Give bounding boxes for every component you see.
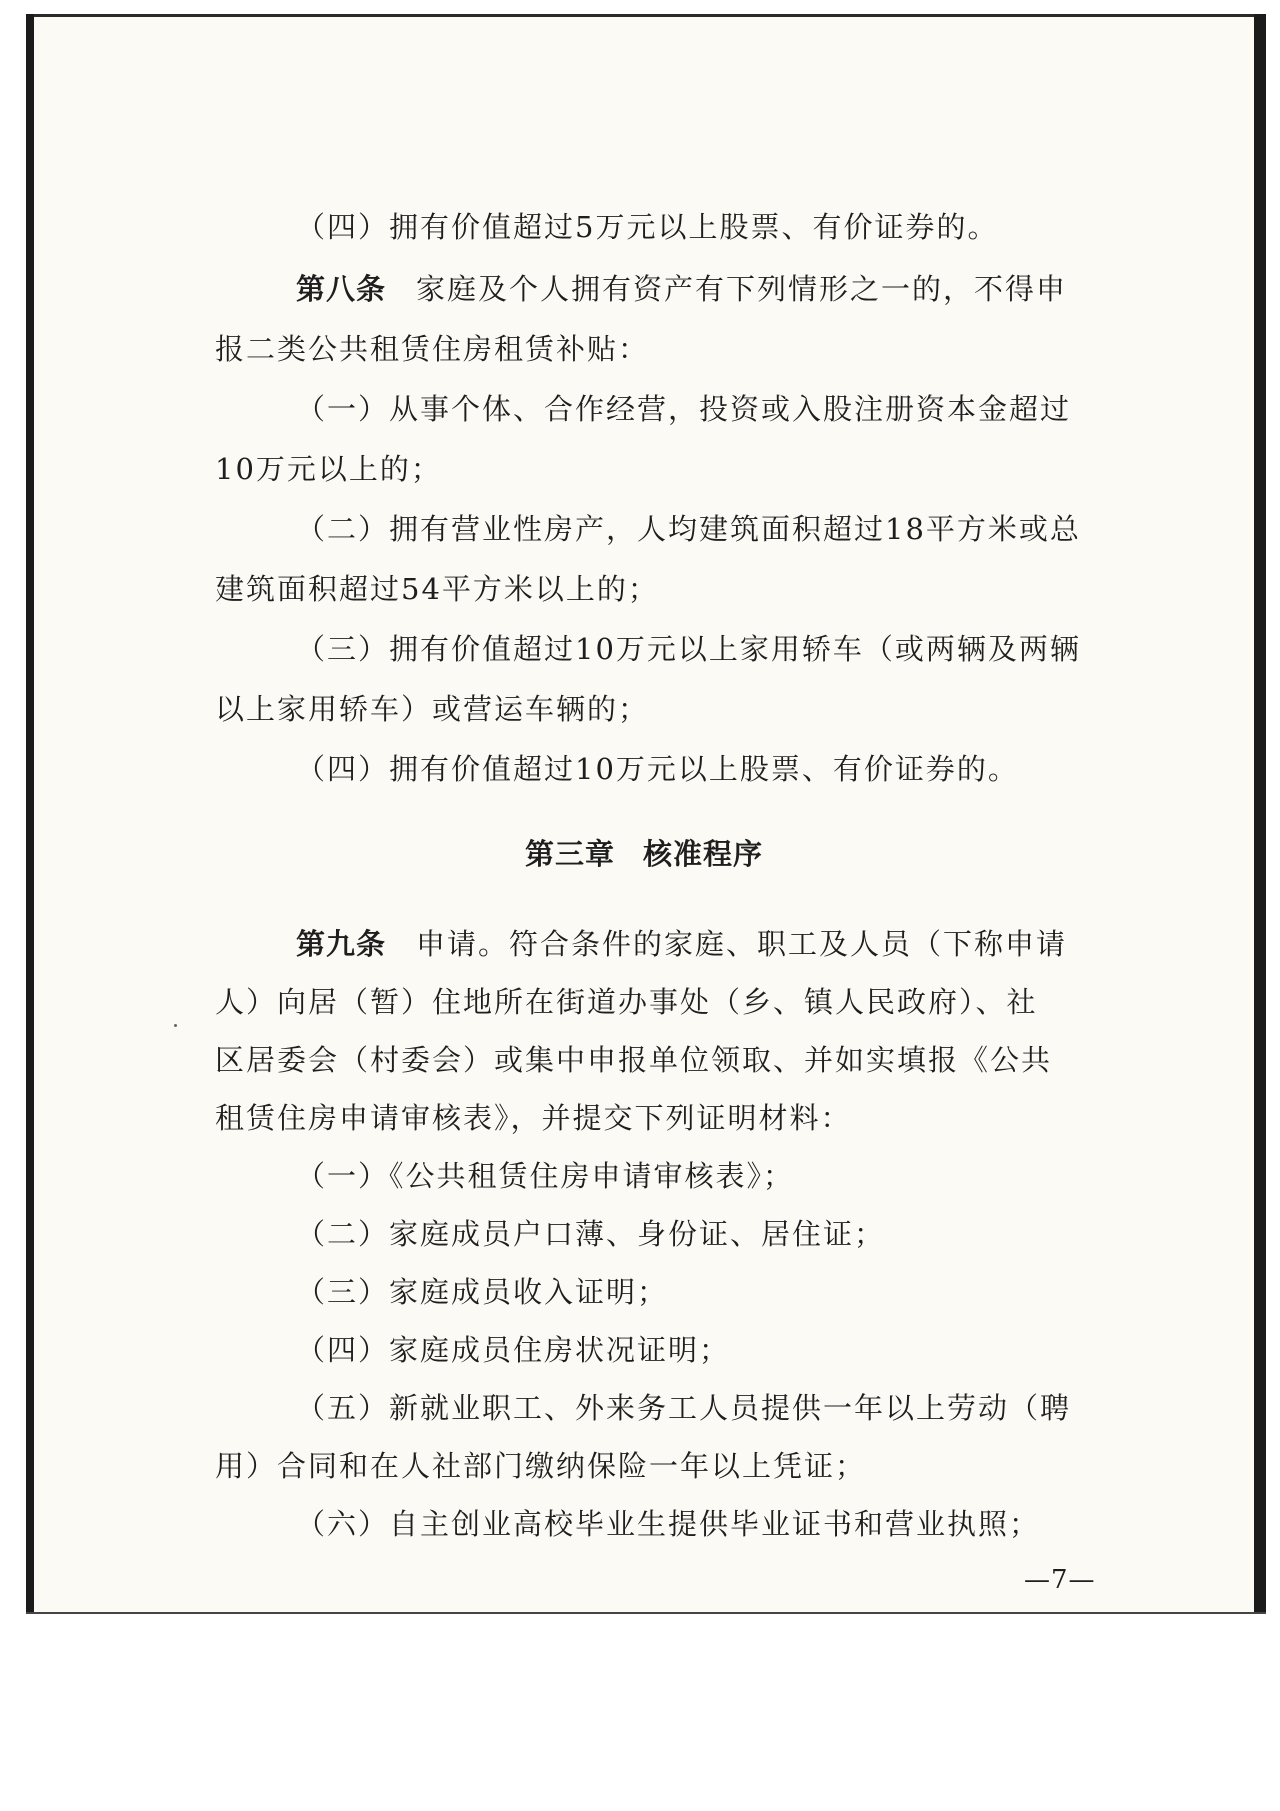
text-line: （五）新就业职工、外来务工人员提供一年以上劳动（聘 (296, 1391, 1072, 1425)
text-line: （一）从事个体、合作经营，投资或入股注册资本金超过 (296, 392, 1072, 426)
text-line: 区居委会（村委会）或集中申报单位领取、并如实填报《公共 (215, 1043, 1053, 1077)
text-line: （四）拥有价值超过10万元以上股票、有价证券的。 (296, 752, 1019, 786)
text-line: 申请。符合条件的家庭、职工及人员（下称申请 (416, 927, 1068, 961)
scan-border-bottom (26, 1612, 1266, 1614)
text-line: （二）家庭成员户口薄、身份证、居住证； (296, 1217, 886, 1251)
text-line: 租赁住房申请审核表》，并提交下列证明材料： (215, 1101, 852, 1135)
text-line: （六）自主创业高校毕业生提供毕业证书和营业执照； (296, 1507, 1041, 1541)
scan-speck (174, 1024, 177, 1027)
document-page (34, 17, 1254, 1612)
article-8-line (296, 267, 1067, 308)
text-line: 人）向居（暂）住地所在街道办事处（乡、镇人民政府）、社 (215, 985, 1038, 1019)
text-line: 用）合同和在人社部门缴纳保险一年以上凭证； (215, 1449, 867, 1483)
chapter-title: 核准程序 (643, 837, 764, 871)
scan-border-left (26, 14, 34, 1614)
text-line: （二）拥有营业性房产，人均建筑面积超过18平方米或总 (296, 512, 1081, 546)
text-line: （四）家庭成员住房状况证明； (296, 1333, 731, 1367)
text-line: （一）《公共租赁住房申请审核表》； (296, 1159, 795, 1193)
text-line: 建筑面积超过54平方米以上的； (215, 572, 659, 606)
page-number: —7— (1024, 1565, 1096, 1595)
text-line: （四）拥有价值超过5万元以上股票、有价证券的。 (296, 210, 999, 244)
text-line: 10万元以上的； (215, 452, 442, 486)
article-9-heading: 第九条 (296, 927, 387, 961)
article-9-line (296, 922, 1067, 963)
text-line: 家庭及个人拥有资产有下列情形之一的，不得申 (416, 272, 1068, 306)
chapter-number: 第三章 (524, 837, 615, 871)
chapter-heading (34, 832, 1254, 873)
text-line: （三）拥有价值超过10万元以上家用轿车（或两辆及两辆 (296, 632, 1081, 666)
text-line: （三）家庭成员收入证明； (296, 1275, 669, 1309)
text-line: 以上家用轿车）或营运车辆的； (215, 692, 650, 726)
article-8-heading: 第八条 (296, 272, 387, 306)
scan-border-right (1254, 14, 1266, 1614)
text-line: 报二类公共租赁住房租赁补贴： (215, 332, 650, 366)
